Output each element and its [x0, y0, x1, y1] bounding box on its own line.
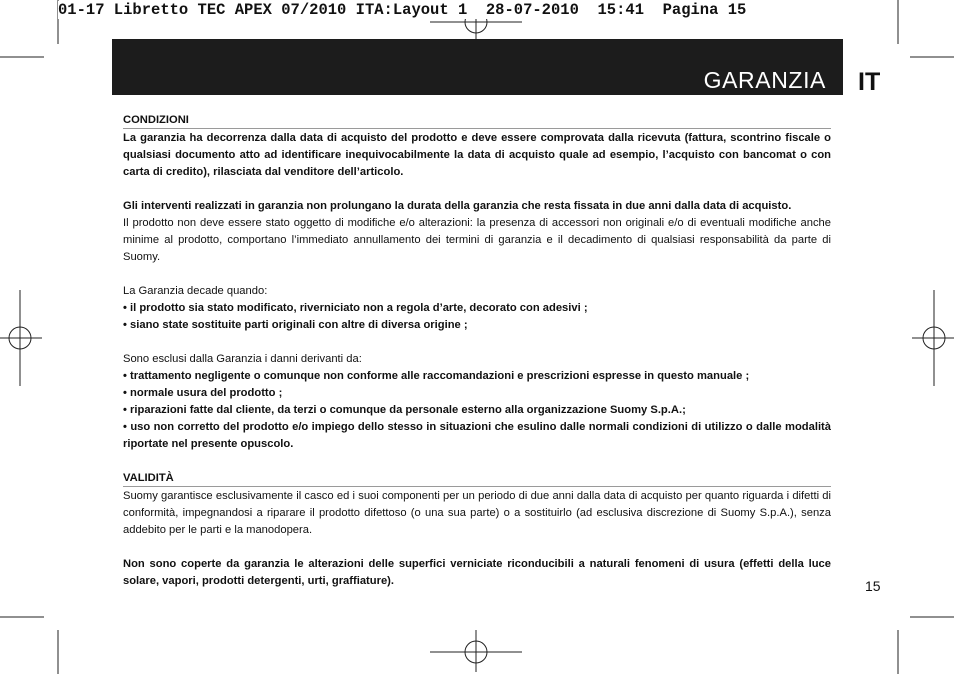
decade-item: • siano state sostituite parti originali con altre di diversa origine ; [123, 319, 468, 331]
conditions-paragraph-2: Il prodotto non deve essere stato oggetto di modifiche e/o alterazioni: la presenza di accessori non originali e/o di eventuali modifiche anche minime al prodotto, comportano l’immediato annullamento dei termini di garanzia e il decadimento di qualsiasi responsabilità da parte di Suomy. [123, 217, 831, 263]
page-title: GARANZIA [703, 67, 826, 93]
conditions-paragraph-1: La garanzia ha decorrenza dalla data di acquisto del prodotto e deve essere comprovata dalla ricevuta (fattura, scontrino fiscale o qualsiasi documento atto ad identificare inequivocabilmente la data di acquisto quale ad esempio, l’acquisto con bancomat o con carta di credito), rilasciata dal venditore dell’articolo. [123, 132, 831, 178]
excluded-item: • normale usura del prodotto ; [123, 387, 283, 399]
page-number: 15 [865, 578, 881, 594]
conditions-paragraph-2-bold: Gli interventi realizzati in garanzia non prolungano la durata della garanzia che resta fissata in due anni dalla data di acquisto. [123, 200, 792, 212]
conditions-heading: CONDIZIONI [123, 112, 831, 129]
section-banner [112, 39, 843, 95]
excluded-item: • trattamento negligente o comunque non conforme alle raccomandazioni e prescrizioni espresse in questo manuale ; [123, 370, 750, 382]
excluded-item: • riparazioni fatte dal cliente, da terzi o comunque da personale esterno alla organizzazione Suomy S.p.A.; [123, 404, 686, 416]
decade-intro: La Garanzia decade quando: [123, 285, 268, 297]
excluded-intro: Sono esclusi dalla Garanzia i danni derivanti da: [123, 353, 362, 365]
validity-paragraph-2: Non sono coperte da garanzia le alterazioni delle superfici verniciate riconducibili a naturali fenomeni di usura (effetti della luce solare, vapori, prodotti detergenti, urti, graffiature). [123, 558, 831, 587]
print-slug-header: 01-17 Libretto TEC APEX 07/2010 ITA:Layout 1 28-07-2010 15:41 Pagina 15 [58, 1, 747, 19]
language-code: IT [858, 68, 881, 96]
decade-item: • il prodotto sia stato modificato, riverniciato non a regola d’arte, decorato con adesivi ; [123, 302, 588, 314]
validity-heading: VALIDITÀ [123, 470, 831, 487]
warranty-content [123, 112, 831, 590]
excluded-item: • uso non corretto del prodotto e/o impiego dello stesso in situazioni che esulino dalle normali condizioni di utilizzo o dalle modalità riportate nel presente opuscolo. [123, 421, 831, 450]
validity-paragraph-1: Suomy garantisce esclusivamente il casco ed i suoi componenti per un periodo di due anni dalla data di acquisto per quanto riguarda i difetti di conformità, impegnandosi a riparare il prodotto difettoso (o una sua parte) o a sostituirlo (ad esclusiva discrezione di Suomy S.p.A.), senza addebito per le parti e la manodopera. [123, 490, 831, 536]
